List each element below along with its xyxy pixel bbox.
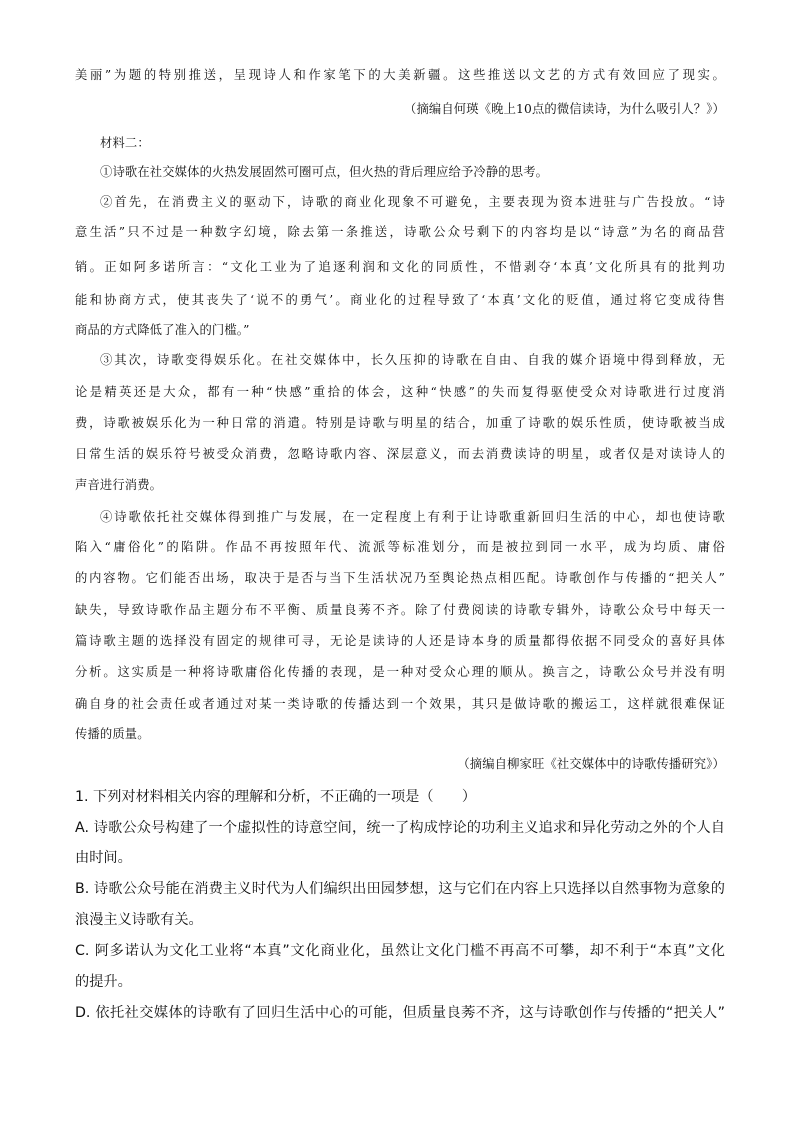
paragraph-line: 声音进行消费。	[75, 478, 163, 492]
paragraph-line: ②首先，在消费主义的驱动下，诗歌的商业化现象不可避免，主要表现为资本进驻与广告投放。“诗	[100, 195, 725, 209]
paragraph-line: 陷入“庸俗化”的陷阱。作品不再按照年代、流派等标准划分，而是被拉到同一水平，成为均质、庸俗	[75, 540, 725, 554]
option-d-line: D. 依托社交媒体的诗歌有了回归生活中心的可能，但质量良莠不齐，这与诗歌创作与传播的“把关人”	[75, 1005, 725, 1021]
paragraph-line: 篇诗歌主题的选择没有固定的规律可寻，无论是读诗的人还是诗本身的质量都得依据不同受众的喜好具体	[75, 634, 725, 648]
paragraph-line: 传播的质量。	[75, 727, 150, 741]
material1-tail-line: 美丽”为题的特别推送，呈现诗人和作家笔下的大美新疆。这些推送以文艺的方式有效回应了现实。	[75, 68, 725, 82]
paragraph-line: 论是精英还是大众，都有一种“快感”重拾的体会，这种“快感”的失而复得驱使受众对诗歌进行过度消	[75, 385, 725, 399]
option-a-line: A. 诗歌公众号构建了一个虚拟性的诗意空间，统一了构成悖论的功利主义追求和异化劳动之外的个人自	[75, 820, 725, 836]
material2-heading: 材料二：	[100, 136, 150, 150]
option-c-line: C. 阿多诺认为文化工业将“本真”文化商业化，虽然让文化门槛不再高不可攀，却不利于“本真”文化	[75, 943, 725, 959]
paragraph-line: ③其次，诗歌变得娱乐化。在社交媒体中，长久压抑的诗歌在自由、自我的媒介语境中得到释放，无	[100, 353, 725, 367]
paragraph-line: 能和协商方式，使其丧失了‘说不的勇气’。商业化的过程导致了‘本真’文化的贬值，通过将它变成待售	[75, 293, 725, 307]
option-b-line: B. 诗歌公众号能在消费主义时代为人们编织出田园梦想，这与它们在内容上只选择以自然事物为意象的	[75, 881, 725, 897]
material2-source: （摘编自柳家旺《社交媒体中的诗歌传播研究》）	[457, 757, 725, 771]
paragraph-line: 日常生活的娱乐符号被受众消费，忽略诗歌内容、深层意义，而去消费读诗的明星，或者仅是对读诗人的	[75, 447, 725, 461]
question-stem: 1. 下列对材料相关内容的理解和分析，不正确的一项是（ ）	[75, 789, 477, 805]
option-b-line: 浪漫主义诗歌有关。	[75, 912, 203, 928]
paragraph-line: 缺失，导致诗歌作品主题分布不平衡、质量良莠不齐。除了付费阅读的诗歌专辑外，诗歌公众号中每天一	[75, 603, 725, 617]
paragraph-line: 的内容物。它们能否出场，取决于是否与当下生活状况乃至舆论热点相匹配。诗歌创作与传播的“把关人”	[75, 571, 725, 585]
paragraph-line: ④诗歌依托社交媒体得到推广与发展，在一定程度上有利于让诗歌重新回归生活的中心，却也使诗歌	[100, 510, 725, 524]
paragraph-line: 费，诗歌被娱乐化为一种日常的消遣。特别是诗歌与明星的结合，加重了诗歌的娱乐性质，使诗歌被当成	[75, 416, 725, 430]
paragraph-line: 商品的方式降低了准入的门槛。”	[75, 323, 250, 337]
option-c-line: 的提升。	[75, 974, 132, 990]
paragraph-line: 确自身的社会责任或者通过对某一类诗歌的传播达到一个效果，其只是做诗歌的搬运工，这样就很难保证	[75, 697, 725, 711]
paragraph-line: 分析。这实质是一种将诗歌庸俗化传播的表现，是一种对受众心理的顺从。换言之，诗歌公众号并没有明	[75, 665, 725, 679]
paragraph-line: 销。正如阿多诺所言：“文化工业为了追逐利润和文化的同质性，不惜剥夺‘本真’文化所具有的批判功	[75, 260, 725, 274]
option-a-line: 由时间。	[75, 850, 132, 866]
material1-source: （摘编自何瑛《晚上10点的微信读诗，为什么吸引人？》）	[404, 102, 725, 116]
paragraph-line: ①诗歌在社交媒体的火热发展固然可圈可点，但火热的背后理应给予冷静的思考。	[100, 165, 549, 179]
paragraph-line: 意生活”只不过是一种数字幻境，除去第一条推送，诗歌公众号剩下的内容均是以“诗意”为名的商品营	[75, 225, 725, 239]
